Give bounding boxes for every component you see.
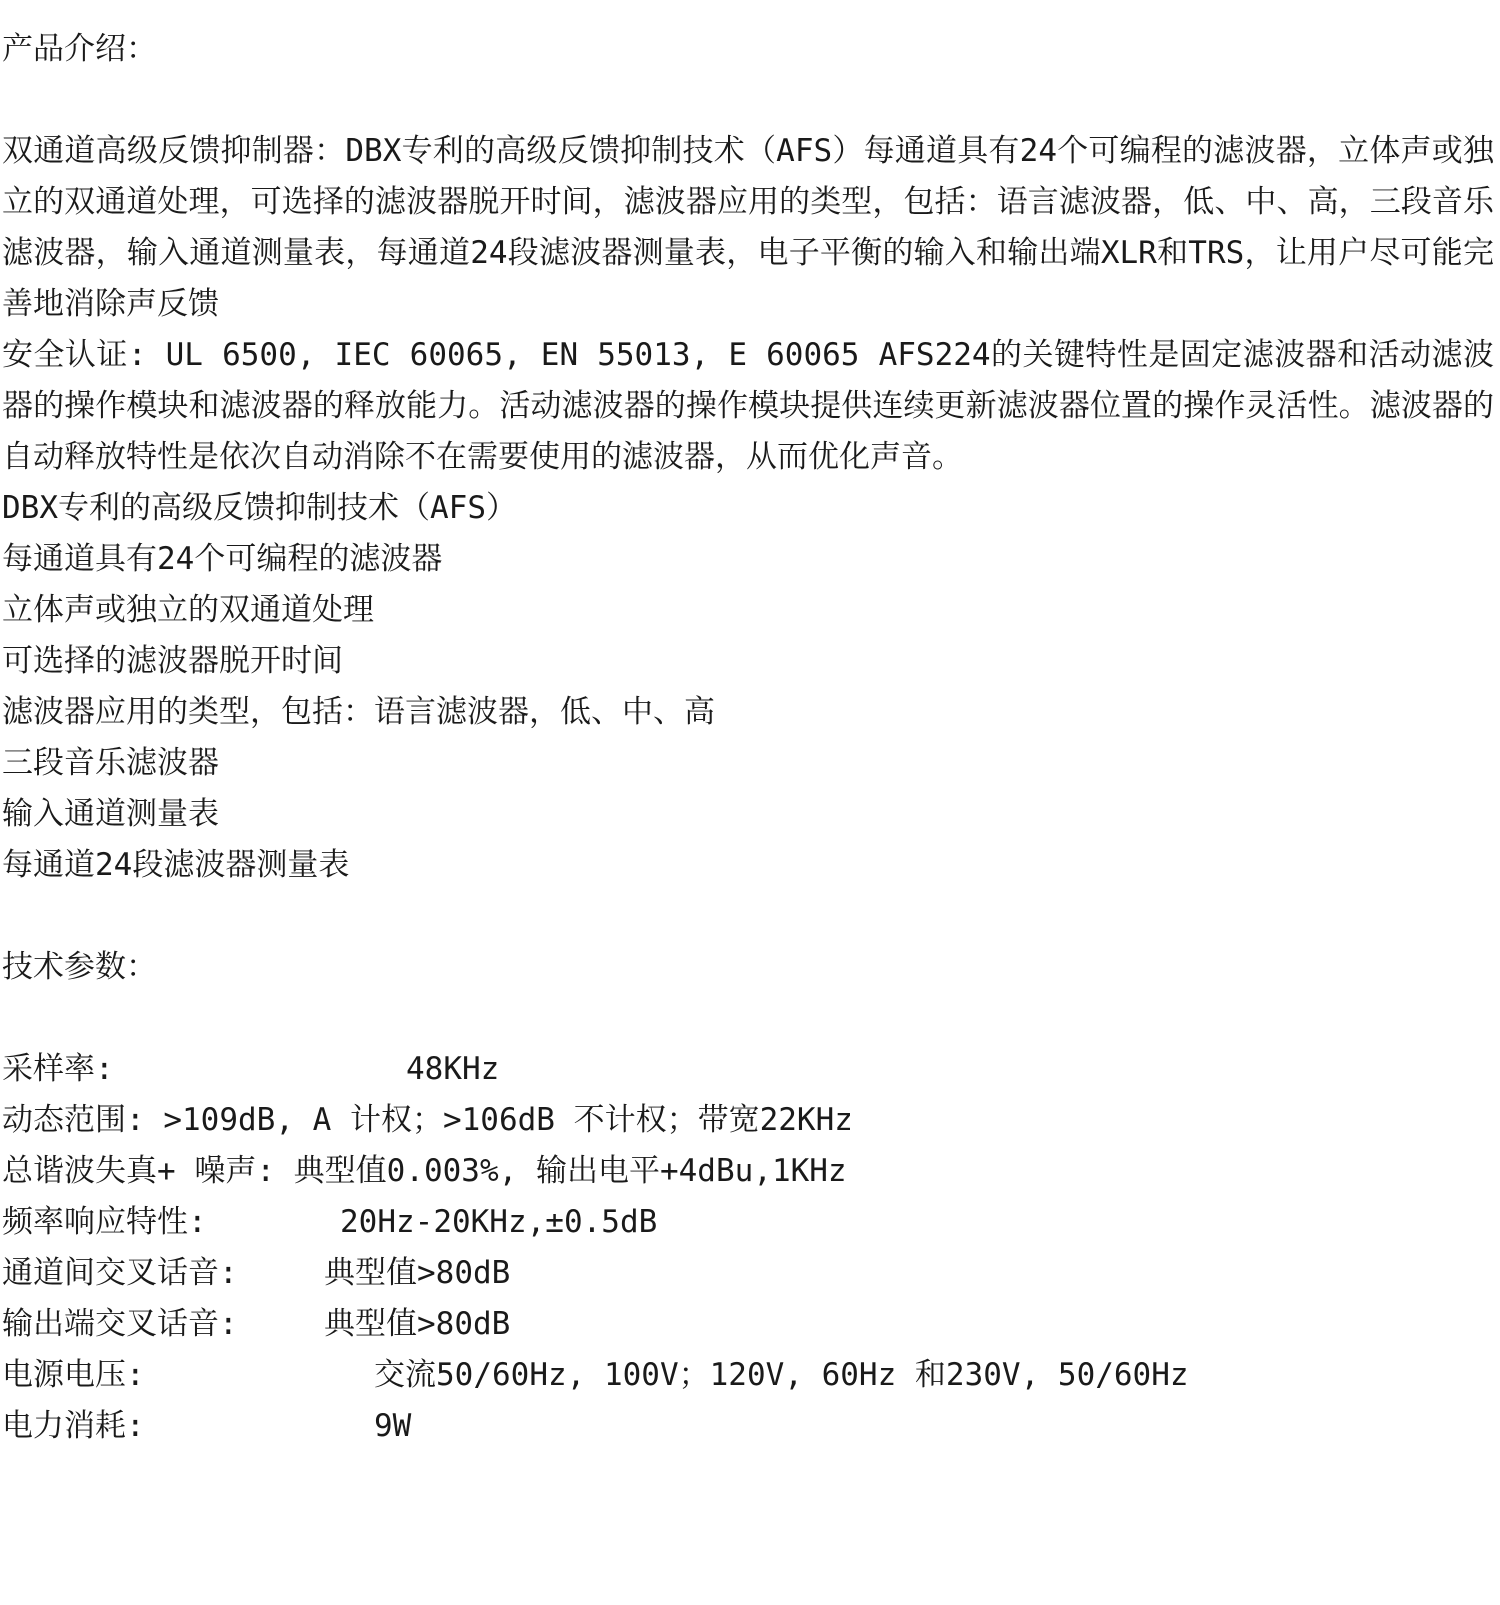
- document: [2, 24, 1494, 1452]
- spacer: [2, 75, 1494, 126]
- feature-item: 每通道24段滤波器测量表: [2, 847, 350, 883]
- spec-label: 电力消耗:: [2, 1408, 145, 1444]
- spec-row-frequency-response: [2, 1197, 1494, 1248]
- feature-item: 三段音乐滤波器: [2, 745, 219, 781]
- spec-value: 48KHz: [406, 1051, 500, 1087]
- feature-list: [2, 483, 1494, 891]
- spec-value: 典型值>80dB: [324, 1306, 511, 1342]
- spacer: [2, 891, 1494, 942]
- spec-row-power-voltage: [2, 1350, 1494, 1401]
- spec-label: 电源电压:: [2, 1357, 145, 1393]
- spec-label: 总谐波失真+ 噪声: 典型值0.003%, 输出电平+4dBu,1KHz: [2, 1153, 847, 1189]
- spec-row-power-consumption: [2, 1401, 1494, 1452]
- intro-paragraph-1: 双通道高级反馈抑制器：DBX专利的高级反馈抑制技术（AFS）每通道具有24个可编程的滤波器，立体声或独立的双通道处理，可选择的滤波器脱开时间，滤波器应用的类型，包括：语言滤波器，低、中、高，三段音乐滤波器，输入通道测量表，每通道24段滤波器测量表，电子平衡的输入和输出端XLR和TRS，让用户尽可能完善地消除声反馈: [2, 133, 1494, 322]
- spec-label: 输出端交叉话音:: [2, 1306, 238, 1342]
- spec-row-sample-rate: [2, 1044, 1494, 1095]
- intro-heading: 产品介绍：: [2, 31, 157, 67]
- feature-item: 滤波器应用的类型，包括：语言滤波器，低、中、高: [2, 694, 715, 730]
- feature-item: 每通道具有24个可编程的滤波器: [2, 541, 443, 577]
- feature-item: 立体声或独立的双通道处理: [2, 592, 374, 628]
- feature-item: 输入通道测量表: [2, 796, 219, 832]
- spec-row-thd: [2, 1146, 1494, 1197]
- intro-paragraph-2: 安全认证: UL 6500, IEC 60065, EN 55013, E 60065 AFS224的关键特性是固定滤波器和活动滤波器的操作模块和滤波器的释放能力。活动滤波器的操作模块提供连续更新滤波器位置的操作灵活性。滤波器的自动释放特性是依次自动消除不在需要使用的滤波器，从而优化声音。: [2, 337, 1494, 475]
- spec-value: 交流50/60Hz, 100V；120V, 60Hz 和230V, 50/60Hz: [374, 1357, 1189, 1393]
- spec-row-channel-crosstalk: [2, 1248, 1494, 1299]
- feature-item: DBX专利的高级反馈抑制技术（AFS）: [2, 490, 517, 526]
- specs-heading: 技术参数：: [2, 949, 157, 985]
- spec-row-output-crosstalk: [2, 1299, 1494, 1350]
- spec-label: 频率响应特性:: [2, 1204, 207, 1240]
- spec-value: 20Hz-20KHz,±0.5dB: [340, 1204, 658, 1240]
- spec-label: 动态范围: >109dB, A 计权；>106dB 不计权；带宽22KHz: [2, 1102, 853, 1138]
- spec-label: 采样率:: [2, 1051, 114, 1087]
- feature-item: 可选择的滤波器脱开时间: [2, 643, 343, 679]
- spec-table: [2, 1044, 1494, 1452]
- spec-row-dynamic-range: [2, 1095, 1494, 1146]
- spec-value: 典型值>80dB: [324, 1255, 511, 1291]
- spacer: [2, 993, 1494, 1044]
- spec-value: 9W: [374, 1408, 412, 1444]
- spec-label: 通道间交叉话音:: [2, 1255, 238, 1291]
